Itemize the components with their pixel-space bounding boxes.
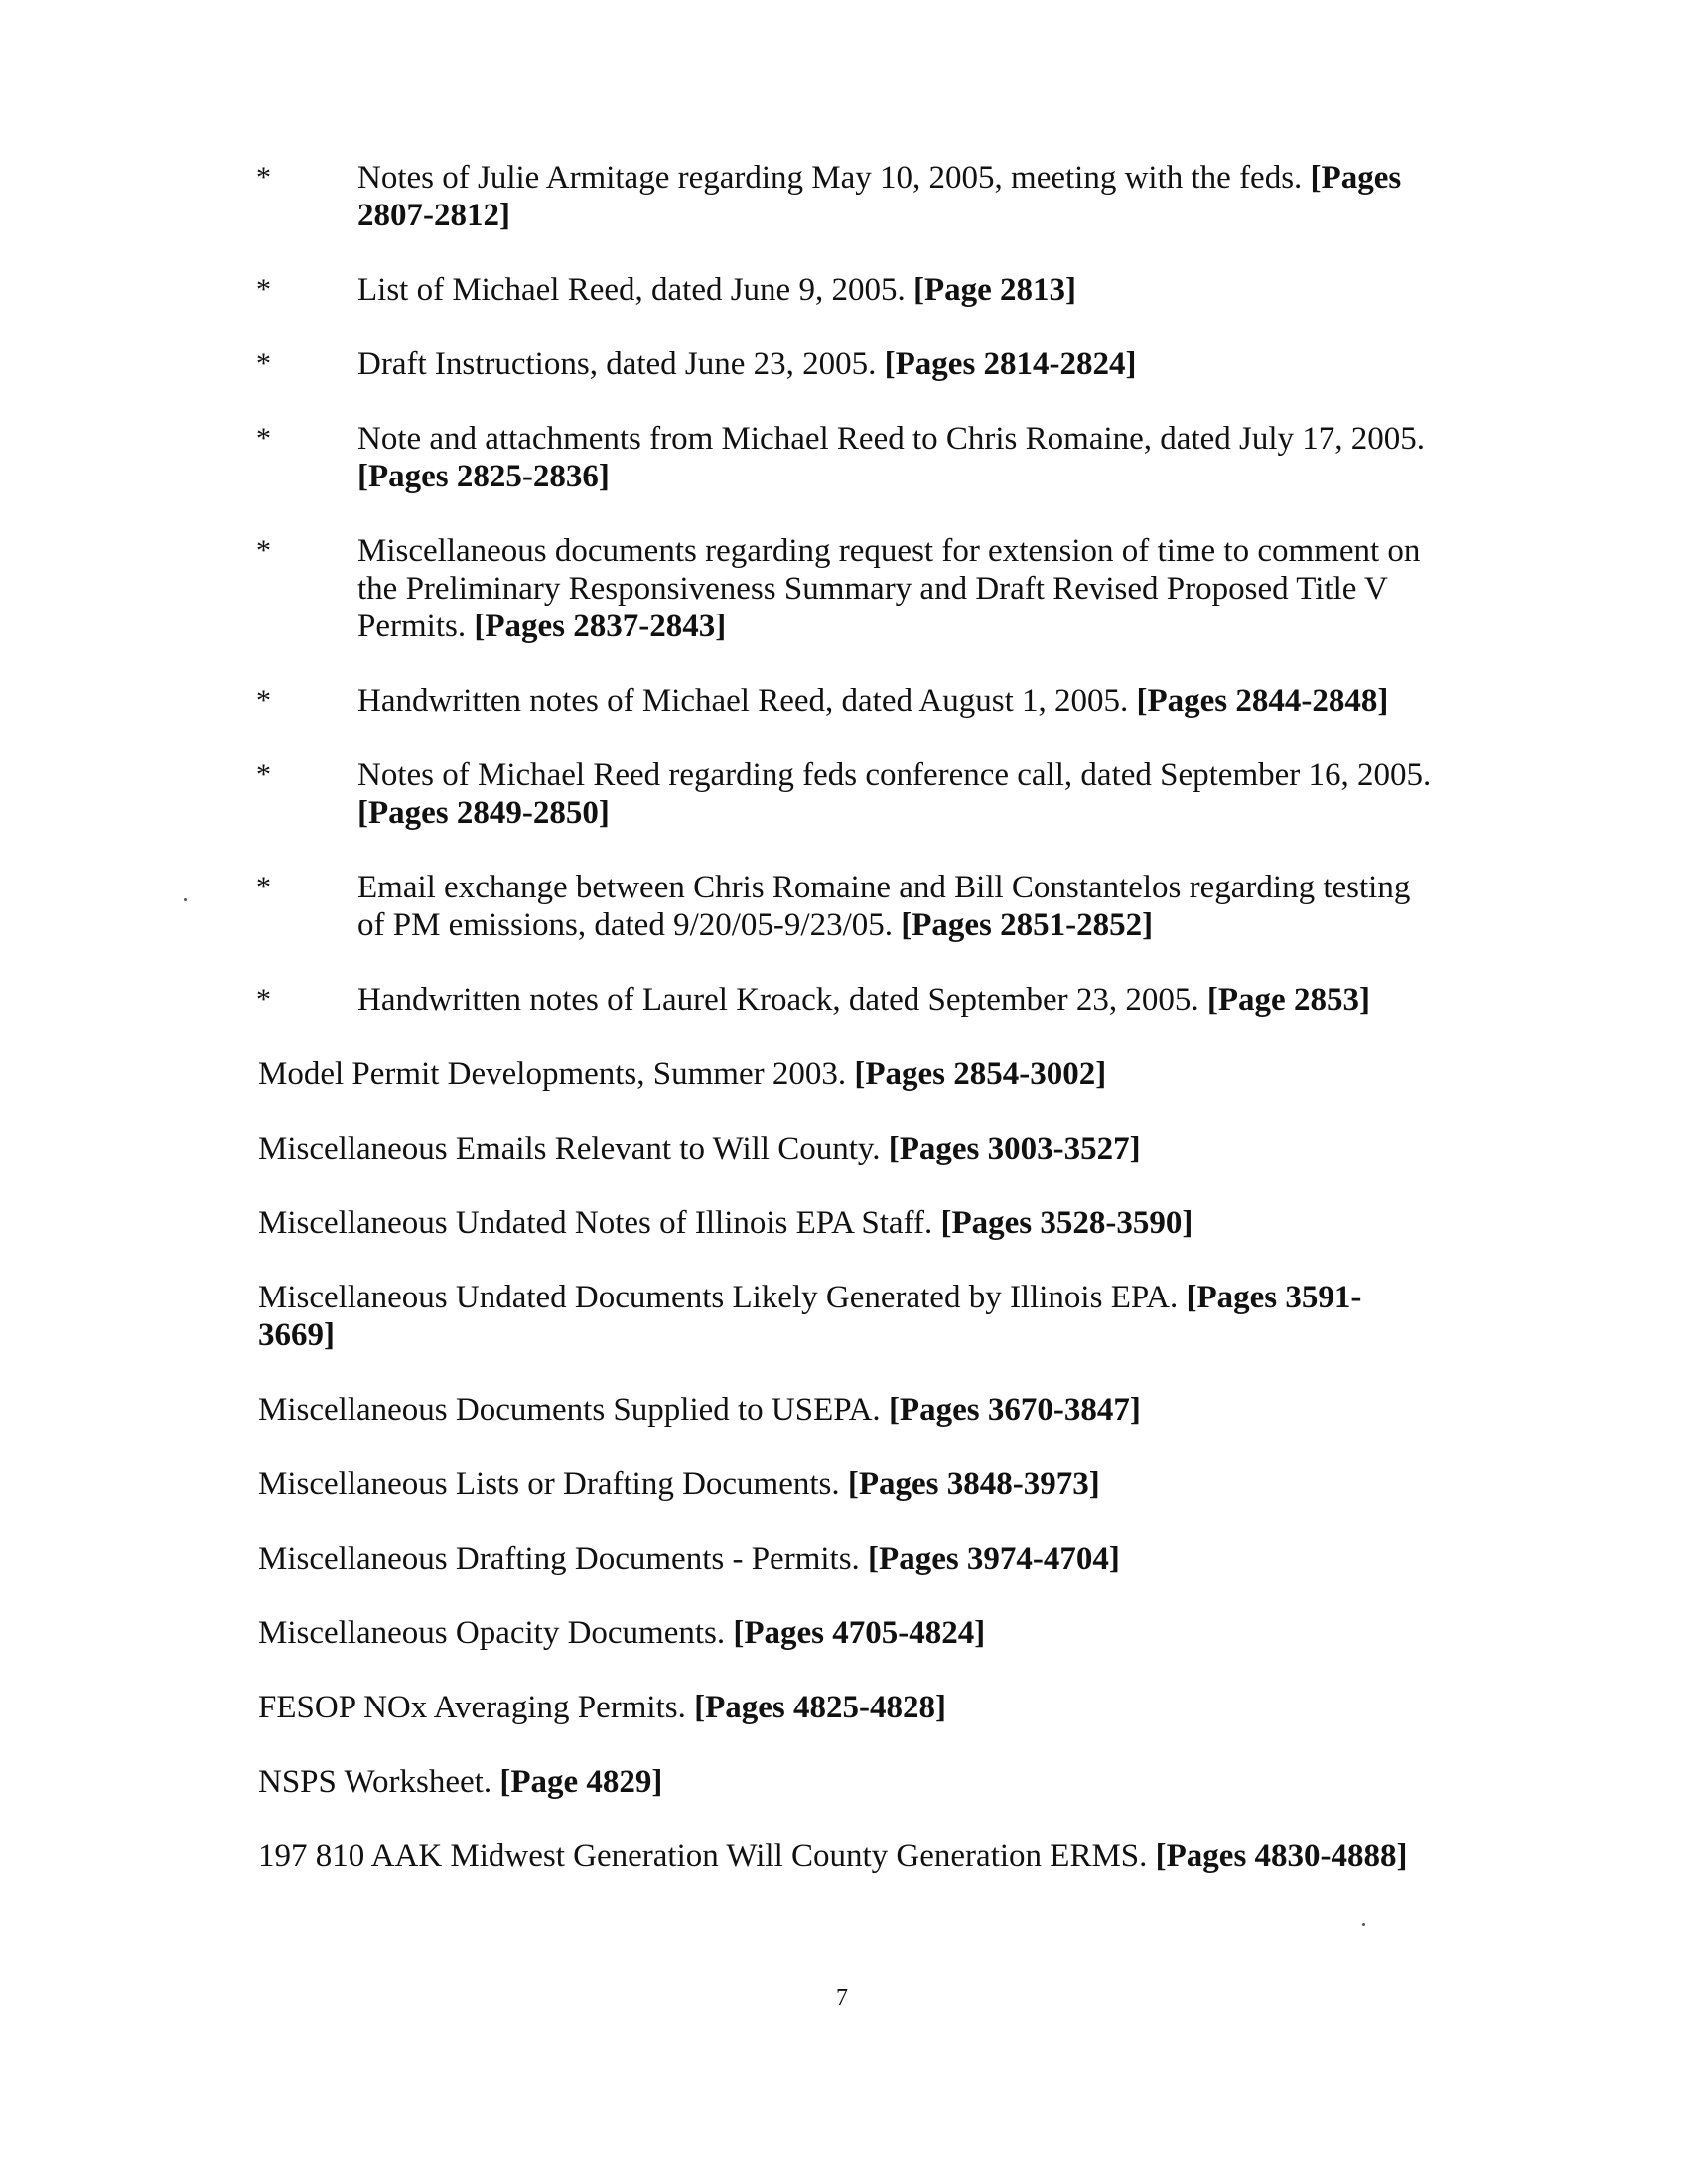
bullet-text: Notes of Michael Reed regarding feds conference call, dated September 16, 2005. xyxy=(357,757,1432,793)
item-text: Miscellaneous Lists or Drafting Documents. xyxy=(258,1466,848,1502)
page-reference: [Pages 3670-3847] xyxy=(888,1392,1141,1428)
page-reference: [Pages 2851-2852] xyxy=(901,907,1154,943)
bullet-marker: * xyxy=(256,273,271,306)
page-reference: [Page 2813] xyxy=(912,272,1076,308)
page-reference: [Pages 2854-3002] xyxy=(854,1056,1107,1092)
list-item xyxy=(258,1838,1410,1875)
bullet-marker: * xyxy=(256,983,271,1016)
bullet-marker: * xyxy=(256,758,271,791)
bullet-body xyxy=(357,981,1440,1019)
list-item xyxy=(258,1614,1410,1652)
bullet-text: Draft Instructions, dated June 23, 2005. xyxy=(357,346,885,382)
bullet-body xyxy=(357,271,1440,309)
page-reference: [Pages 2837-2843] xyxy=(474,609,727,644)
bullet-text: the Preliminary Responsiveness Summary and Draft Revised Proposed Title V xyxy=(357,571,1388,607)
bullet-text: Handwritten notes of Laurel Kroack, dated September 23, 2005. xyxy=(357,982,1207,1018)
page-reference: [Pages 3974-4704] xyxy=(868,1541,1120,1576)
list-item xyxy=(258,1540,1410,1577)
item-text: Miscellaneous Undated Notes of Illinois EPA Staff. xyxy=(258,1205,941,1241)
list-item xyxy=(258,1130,1410,1167)
page-number: 7 xyxy=(836,1985,848,2011)
page-reference: [Pages 2825-2836] xyxy=(357,459,610,494)
page-reference-continued: 3669] xyxy=(258,1317,335,1353)
bullet-body xyxy=(357,420,1440,495)
page-reference: [Pages 2849-2850] xyxy=(357,795,610,831)
item-text: NSPS Worksheet. xyxy=(258,1764,500,1800)
bullet-text: List of Michael Reed, dated June 9, 2005. xyxy=(357,272,913,308)
bullet-body xyxy=(357,345,1440,383)
page-reference-continued: 2807-2812] xyxy=(357,198,510,233)
bullet-text: of PM emissions, dated 9/20/05-9/23/05. xyxy=(357,907,902,943)
item-text: Miscellaneous Documents Supplied to USEPA. xyxy=(258,1392,889,1428)
page-reference: [Pages 2844-2848] xyxy=(1136,683,1389,719)
bullet-body xyxy=(357,159,1440,234)
page-reference: [Pages 3003-3527] xyxy=(888,1131,1141,1166)
bullet-marker: * xyxy=(256,871,271,903)
list-item xyxy=(258,1204,1410,1242)
bullet-marker: * xyxy=(256,161,271,194)
page-reference: [Pages xyxy=(1310,160,1402,196)
bullet-text: Permits. xyxy=(357,609,475,644)
bullet-text: Email exchange between Chris Romaine and Bill Constantelos regarding testing xyxy=(357,870,1411,905)
page-reference: [Pages 4825-4828] xyxy=(694,1690,946,1725)
item-text: Miscellaneous Emails Relevant to Will County. xyxy=(258,1131,889,1166)
list-item xyxy=(258,1055,1410,1093)
list-item xyxy=(258,1465,1410,1503)
list-item xyxy=(258,1763,1410,1801)
bullet-text: Handwritten notes of Michael Reed, dated August 1, 2005. xyxy=(357,683,1137,719)
bullet-marker: * xyxy=(256,534,271,567)
page-reference: [Pages 2814-2824] xyxy=(884,346,1137,382)
bullet-body xyxy=(357,756,1440,832)
item-text: Miscellaneous Undated Documents Likely Generated by Illinois EPA. xyxy=(258,1280,1187,1315)
page-reference: [Pages 4830-4888] xyxy=(1155,1839,1408,1874)
list-item xyxy=(258,1689,1410,1726)
bullet-marker: * xyxy=(256,347,271,380)
page-reference: [Pages 3848-3973] xyxy=(847,1466,1100,1502)
bullet-marker: * xyxy=(256,684,271,717)
list-item xyxy=(258,1279,1410,1354)
page-reference: [Page 4829] xyxy=(499,1764,663,1800)
item-text: Miscellaneous Opacity Documents. xyxy=(258,1615,734,1651)
bullet-body xyxy=(357,682,1440,720)
page-reference: [Pages 4705-4824] xyxy=(733,1615,986,1651)
bullet-text: Note and attachments from Michael Reed to Chris Romaine, dated July 17, 2005. xyxy=(357,421,1426,457)
item-text: 197 810 AAK Midwest Generation Will County Generation ERMS. xyxy=(258,1839,1156,1874)
scan-speck xyxy=(1362,1923,1365,1926)
item-text: Miscellaneous Drafting Documents - Permits. xyxy=(258,1541,869,1576)
scan-speck xyxy=(184,898,187,901)
bullet-marker: * xyxy=(256,422,271,455)
bullet-text: Notes of Julie Armitage regarding May 10, 2005, meeting with the feds. xyxy=(357,160,1311,196)
page-reference: [Page 2853] xyxy=(1206,982,1370,1018)
list-item xyxy=(258,1391,1410,1429)
bullet-text: Miscellaneous documents regarding request for extension of time to comment on xyxy=(357,533,1421,569)
bullet-body xyxy=(357,869,1440,944)
item-text: Model Permit Developments, Summer 2003. xyxy=(258,1056,855,1092)
page-reference: [Pages 3528-3590] xyxy=(940,1205,1193,1241)
page-reference: [Pages 3591- xyxy=(1186,1280,1362,1315)
bullet-body xyxy=(357,532,1440,645)
item-text: FESOP NOx Averaging Permits. xyxy=(258,1690,695,1725)
